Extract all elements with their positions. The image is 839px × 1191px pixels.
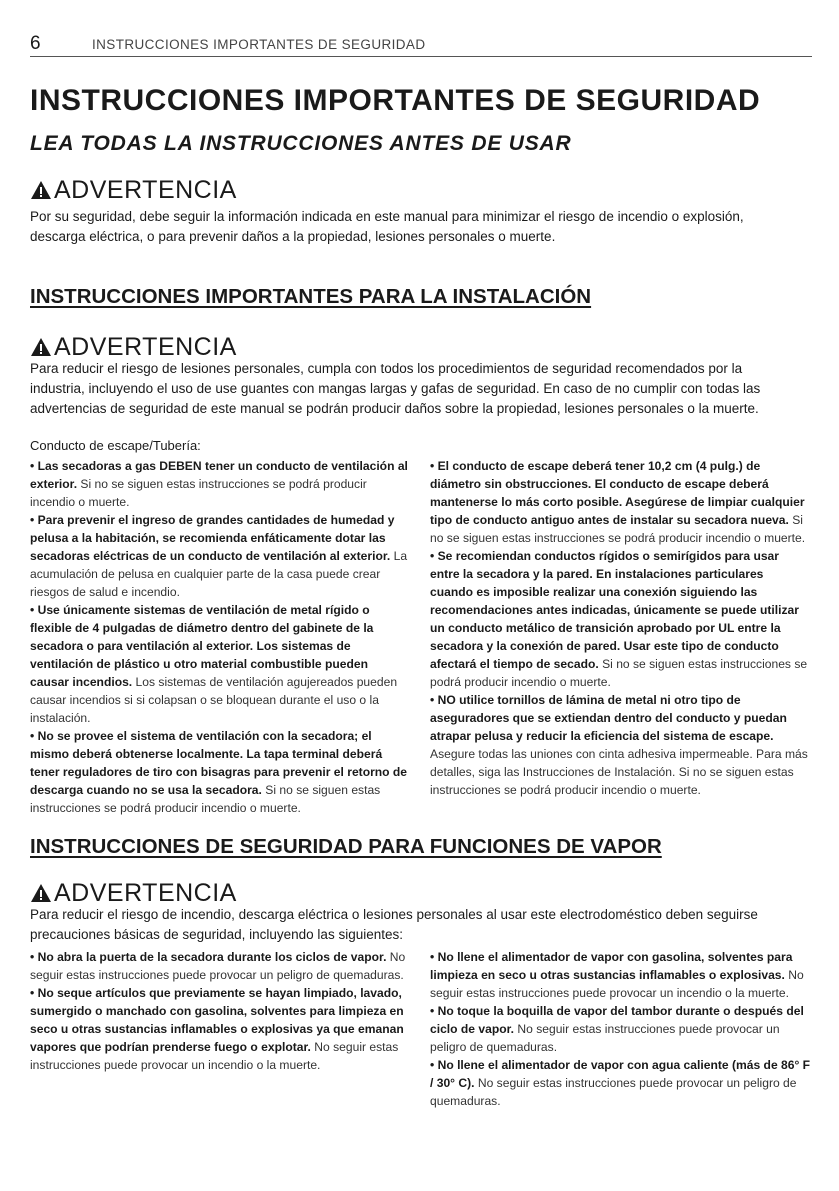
- steam-right-column: [430, 948, 812, 1110]
- list-item: • No se provee el sistema de ventilación con la secadora; el mismo deberá obtenerse localmente. La tapa terminal deberá tener reguladores de tiro con bisagras para prevenir el retorno de descarga cuando no se usa la secadora. Si no se siguen estas instrucciones se podrá producir incendio o muerte.: [30, 729, 408, 815]
- warning-triangle-icon: [30, 180, 52, 200]
- list-item: • No abra la puerta de la secadora durante los ciclos de vapor. No seguir estas instrucciones puede provocar un peligro de quemaduras.: [30, 950, 406, 982]
- header-title: INSTRUCCIONES IMPORTANTES DE SEGURIDAD: [92, 37, 426, 52]
- list-item: • No toque la boquilla de vapor del tambor durante o después del ciclo de vapor. No seguir estas instrucciones puede provocar un peligro de quemaduras.: [430, 1004, 804, 1054]
- page-number: 6: [30, 33, 41, 54]
- steam-title: INSTRUCCIONES DE SEGURIDAD PARA FUNCIONES DE VAPOR: [30, 835, 662, 858]
- warning-triangle-icon: [30, 883, 52, 903]
- list-item: • Se recomiendan conductos rígidos o semirígidos para usar entre la secadora y la pared. En instalaciones particulares cuando es imposible realizar una conexión siguiendo las recomendaciones antes indicadas, únicamente se puede utilizar un conducto metálico de transición aprobado por UL entre la secadora y la conexión de pared. Usar este tipo de conducto afectará el tiempo de secado. Si no se siguen estas instrucciones se podrá producir incendio o muerte.: [430, 549, 808, 689]
- installation-title: INSTRUCCIONES IMPORTANTES PARA LA INSTALACIÓN: [30, 285, 592, 308]
- subtitle: LEA TODAS LA INSTRUCCIONES ANTES DE USAR: [30, 132, 572, 155]
- warning-heading-1: [30, 176, 237, 204]
- main-title: INSTRUCCIONES IMPORTANTES DE SEGURIDAD: [30, 84, 761, 117]
- installation-warning-text: Para reducir el riesgo de lesiones personales, cumpla con todos los procedimientos de seguridad recomendados por la industria, incluyendo el uso de use guantes con mangas largas y gafas de seguridad. En caso de no cumplir con todas las advertencias de seguridad de este manual se podrán producir daños sobre la propiedad, lesiones personales o la muerte.: [30, 361, 761, 416]
- warning-label: ADVERTENCIA: [54, 176, 237, 204]
- warning-heading-2: [30, 333, 237, 361]
- warning-label: ADVERTENCIA: [54, 333, 237, 361]
- exhaust-label: Conducto de escape/Tubería:: [30, 438, 201, 453]
- list-item: • NO utilice tornillos de lámina de metal ni otro tipo de aseguradores que se extiendan dentro del conducto y puedan atrapar pelusa y reducir la eficiencia del sistema de escape. Asegure todas las uniones con cinta adhesiva impermeable. Para más detalles, siga las Instrucciones de Instalación. Si no se siguen estas instrucciones se podrá producir incendio o muerte.: [430, 693, 808, 797]
- steam-warning-text: Para reducir el riesgo de incendio, descarga eléctrica o lesiones personales al usar este electrodoméstico deben seguirse precauciones básicas de seguridad, incluyendo las siguientes:: [30, 907, 758, 942]
- page-header: [30, 34, 812, 57]
- intro-warning-text: Por su seguridad, debe seguir la información indicada en este manual para minimizar el riesgo de incendio o explosión, descarga eléctrica, o para prevenir daños a la propiedad, lesiones personales o muerte.: [30, 209, 744, 244]
- list-item: • No llene el alimentador de vapor con agua caliente (más de 86° F / 30° C). No seguir estas instrucciones puede provocar un peligro de quemaduras.: [430, 1058, 811, 1108]
- warning-triangle-icon: [30, 337, 52, 357]
- list-item: • Para prevenir el ingreso de grandes cantidades de humedad y pelusa a la habitación, se recomienda enfáticamente dotar las secadoras eléctricas de un conducto de ventilación al exterior. La acumulación de pelusa en cualquier parte de la casa puede crear riesgos de salud e incendio.: [30, 513, 408, 599]
- steam-left-column: [30, 948, 408, 1074]
- list-item: • No seque artículos que previamente se hayan limpiado, lavado, sumergido o manchado con gasolina, solventes para limpieza en seco u otras sustancias inflamables o explosivas ya que emanan vapores que podrían prenderse fuego o explotar. No seguir estas instrucciones puede provocar un incendio o la muerte.: [30, 986, 404, 1072]
- warning-heading-3: [30, 879, 237, 907]
- list-item: • Las secadoras a gas DEBEN tener un conducto de ventilación al exterior. Si no se siguen estas instrucciones se podrá producir incendio o muerte.: [30, 459, 408, 509]
- list-item: • Use únicamente sistemas de ventilación de metal rígido o flexible de 4 pulgadas de diámetro dentro del gabinete de la secadora o para ventilación al exterior. Los sistemas de ventilación de plástico u otro material combustible pueden causar incendios. Los sistemas de ventilación agujereados pueden causar incendios si si colapsan o se bloquean durante el uso o la instalación.: [30, 603, 398, 725]
- list-item: • No llene el alimentador de vapor con gasolina, solventes para limpieza en seco u otras sustancias inflamables o explosivas. No seguir estas instrucciones puede provocar un incendio o la muerte.: [430, 950, 804, 1000]
- list-item: • El conducto de escape deberá tener 10,2 cm (4 pulg.) de diámetro sin obstrucciones. El conducto de escape deberá mantenerse lo más corto posible. Asegúrese de limpiar cualquier tipo de conducto antiguo antes de instalar su secadora nueva. Si no se siguen estas instrucciones se podrá producir incendio o muerte.: [430, 459, 806, 545]
- warning-label: ADVERTENCIA: [54, 879, 237, 907]
- installation-left-column: [30, 457, 408, 817]
- installation-right-column: [430, 457, 808, 799]
